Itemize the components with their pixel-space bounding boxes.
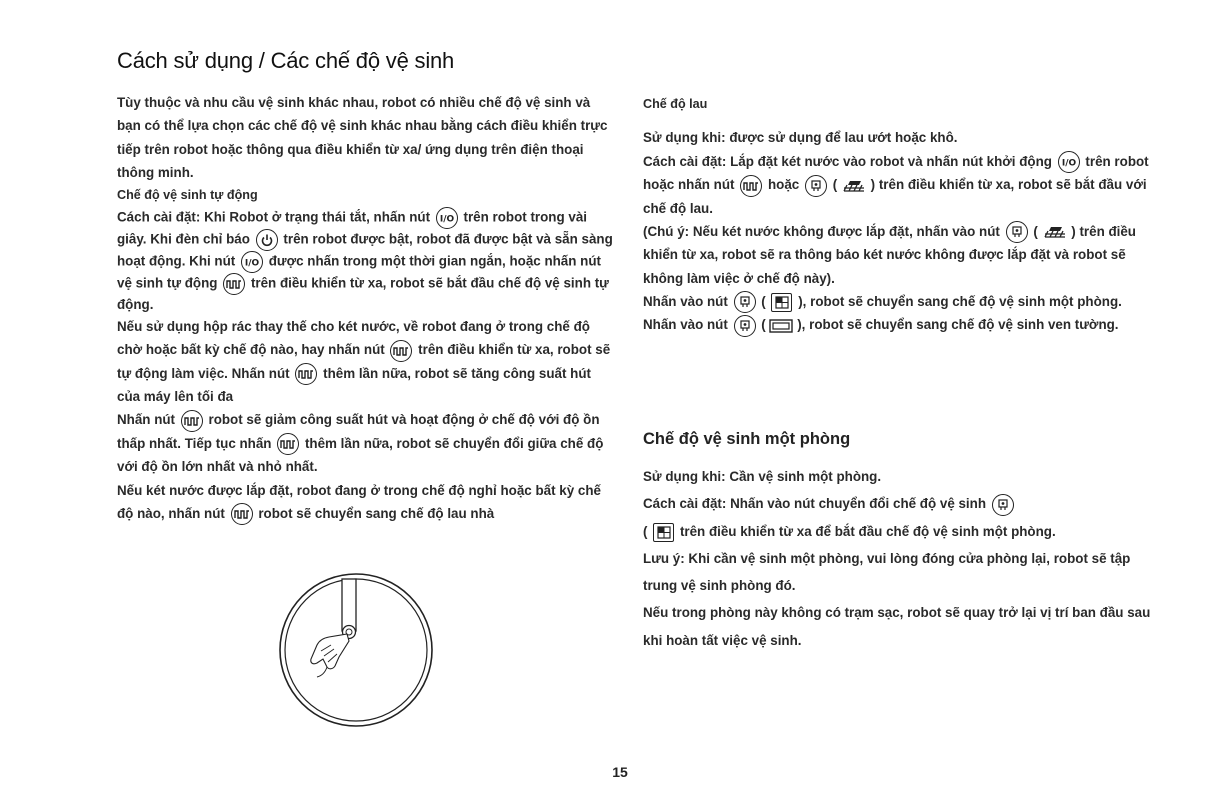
auto-clean-icon <box>295 363 317 385</box>
mode-switch-icon <box>734 315 756 337</box>
single-room-section <box>643 463 1158 654</box>
svg-text:I/O: I/O <box>1061 158 1076 169</box>
power-button-icon <box>436 207 458 229</box>
room-press: Nhấn vào nút ( ), robot sẽ chuyển sang chế độ vệ sinh một phòng. <box>643 290 1158 313</box>
mop-icon <box>841 177 871 192</box>
auto-clean-icon <box>181 410 203 432</box>
mode-switch-icon <box>992 494 1014 516</box>
intro-paragraph: Tùy thuộc và nhu cầu vệ sinh khác nhau, robot có nhiều chế độ vệ sinh và bạn có thể lựa chọn các chế độ vệ sinh khác nhau bằng cách điều khiển trực tiếp trên robot hoặc thông qua điều khiển từ xa/ ứng dụng trên điện thoại thông minh. <box>117 95 608 180</box>
power-button-icon <box>241 251 263 273</box>
robot-top-illustration <box>277 571 435 729</box>
auto-clean-icon <box>223 273 245 295</box>
left-column <box>117 91 617 525</box>
edge-press: Nhấn vào nút ( ), robot sẽ chuyển sang chế độ vệ sinh ven tường. <box>643 313 1158 336</box>
auto-clean-icon <box>390 340 412 362</box>
mop-note: (Chú ý: Nếu két nước không được lắp đặt, nhấn vào nút ( ) trên điều khiển từ xa, robot sẽ ra thông báo két nước không được lắp đặt và robot sẽ không làm việc ở chế độ này). <box>643 220 1158 290</box>
mode-switch-icon <box>1006 221 1028 243</box>
mop-setup: Cách cài đặt: Lắp đặt két nước vào robot và nhấn nút khởi động I/O trên robot hoặc nhấn nút hoặc ( ) trên điều khiển từ xa, robot sẽ bắt đầu với chế độ lau. <box>643 150 1158 220</box>
auto-clean-icon <box>231 503 253 525</box>
edge-clean-icon <box>769 317 797 332</box>
svg-text:I/O: I/O <box>244 258 260 269</box>
mop-use: Sử dụng khi: được sử dụng để lau ướt hoặc khô. <box>643 130 958 146</box>
single-room-note: Lưu ý: Khi cần vệ sinh một phòng, vui lòng đóng cửa phòng lại, robot sẽ tập trung vệ sinh phòng đó. <box>643 550 1131 594</box>
page-title: Cách sử dụng / Các chế độ vệ sinh <box>117 48 455 73</box>
power-button-icon <box>1058 151 1080 173</box>
mop-mode-heading: Chế độ lau <box>643 97 708 111</box>
single-room-return: Nếu trong phòng này không có trạm sạc, robot sẽ quay trở lại vị trí ban đầu sau khi hoàn tất việc vệ sinh. <box>643 605 1151 648</box>
auto-mode-heading: Chế độ vệ sinh tự động <box>117 188 258 203</box>
suction-paragraph: Nhấn nút robot sẽ giảm công suất hút và hoạt động ở chế độ với độ ồn thấp nhất. Tiếp tục nhấn thêm lần nữa, robot sẽ chuyển đổi giữa chế độ với độ ồn lớn nhất và nhỏ nhất. <box>117 408 617 478</box>
svg-text:I/O: I/O <box>439 214 454 225</box>
mode-switch-icon <box>805 175 827 197</box>
mop-icon <box>1042 224 1072 239</box>
right-column <box>643 93 1158 337</box>
single-room-use: Sử dụng khi: Cần vệ sinh một phòng. <box>643 469 882 484</box>
auto-clean-icon <box>277 433 299 455</box>
single-room-icon <box>653 523 674 542</box>
water-tank-paragraph: Nếu két nước được lắp đặt, robot đang ở trong chế độ nghỉ hoặc bất kỳ chế độ nào, nhấn nút robot sẽ chuyển sang chế độ lau nhà <box>117 479 617 526</box>
power-indicator-icon <box>256 229 278 251</box>
single-room-heading: Chế độ vệ sinh một phòng <box>643 430 851 448</box>
auto-clean-icon <box>740 175 762 197</box>
single-room-icon <box>771 293 792 312</box>
page-number: 15 <box>612 764 628 780</box>
mode-switch-icon <box>734 291 756 313</box>
single-room-setup: Cách cài đặt: Nhấn vào nút chuyển đổi chế độ vệ sinh ( trên điều khiển từ xa để bắt đầu chế độ vệ sinh một phòng. <box>643 490 1158 545</box>
single-room-paren: ( <box>643 523 648 539</box>
auto-mode-setup: Cách cài đặt: Khi Robot ở trạng thái tắt, nhấn nút I/O trên robot trong vài giây. Khi đèn chỉ báo trên robot được bật, robot đã được bật và sẵn sàng hoạt động. Khi nút I/O được nhấn trong một thời gian ngắn, hoặc nhấn nút vệ sinh tự động trên điều khiển từ xa, robot sẽ bắt đầu chế độ vệ sinh tự động. <box>117 207 617 315</box>
dustbin-paragraph: Nếu sử dụng hộp rác thay thế cho két nước, về robot đang ở trong chế độ chờ hoặc bất kỳ chế độ nào, hay nhấn nút trên điều khiển từ xa, robot sẽ tự động làm việc. Nhấn nút thêm lần nữa, robot sẽ tăng công suất hút của máy lên tối đa <box>117 318 611 405</box>
